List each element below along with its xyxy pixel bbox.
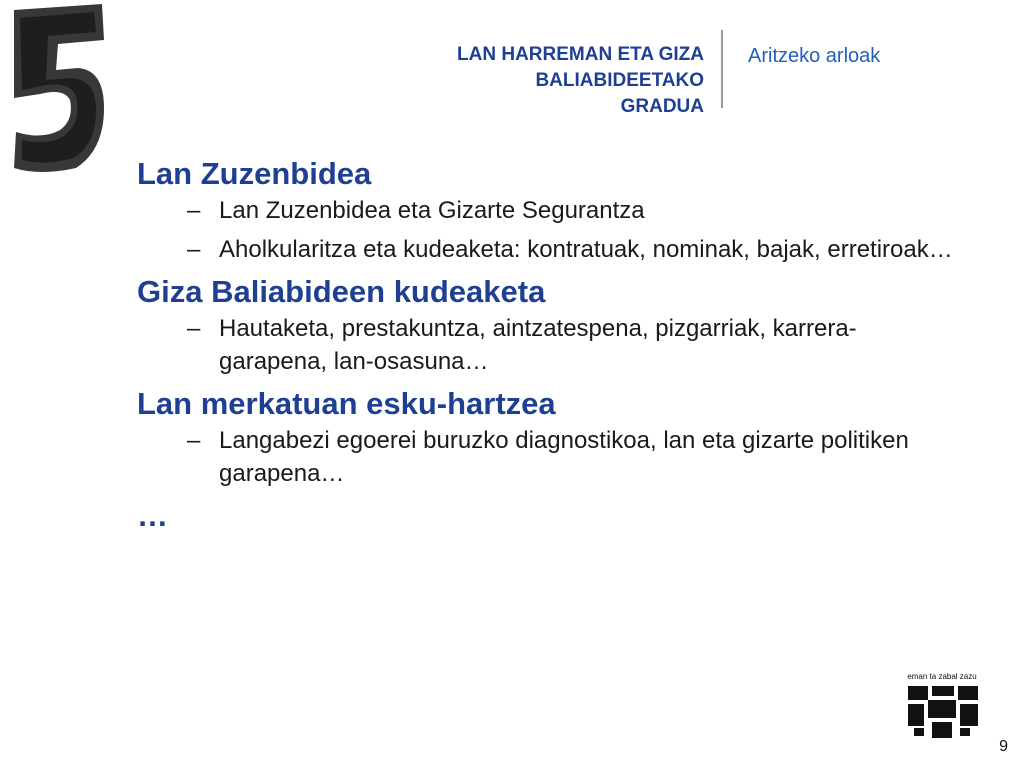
ehu-logo-icon [902,672,982,742]
list-item-text: Hautaketa, prestakuntza, aintzatespena, pizgarriak, karrera-garapena, lan-osasuna… [219,315,857,375]
bullet-dash: – [187,197,201,224]
list-item [137,233,957,266]
bullet-list [137,194,957,266]
slide-content [137,154,957,536]
list-item-text: Langabezi egoerei buruzko diagnostikoa, lan eta gizarte politiken garapena… [219,427,909,487]
list-item-text: Aholkularitza eta kudeaketa: kontratuak, nominak, bajak, erretiroak… [219,236,953,263]
program-title: LAN HARREMAN ETA GIZA BALIABIDEETAKO GRADUA [457,44,704,117]
section-label: Aritzeko arloak [748,45,881,67]
list-item [137,424,957,490]
bullet-dash: – [187,315,201,342]
five-brushstroke-icon [0,0,112,180]
page-number: 9 [999,738,1008,755]
section-heading-giza-baliabideen: Giza Baliabideen kudeaketa [137,274,546,309]
section-heading-lan-merkatuan: Lan merkatuan esku-hartzea [137,386,556,421]
bullet-dash: – [187,236,201,263]
logo-caption: eman ta zabal zazu [907,672,977,681]
list-item-text: Lan Zuzenbidea eta Gizarte Segurantza [219,197,645,224]
bullet-dash: – [187,427,201,454]
header-divider [721,30,723,108]
list-item [137,312,957,378]
trailing-ellipsis: … [137,498,168,533]
bullet-list [137,312,957,378]
bullet-list [137,424,957,490]
list-item [137,194,957,227]
section-heading-lan-zuzenbidea: Lan Zuzenbidea [137,156,372,191]
